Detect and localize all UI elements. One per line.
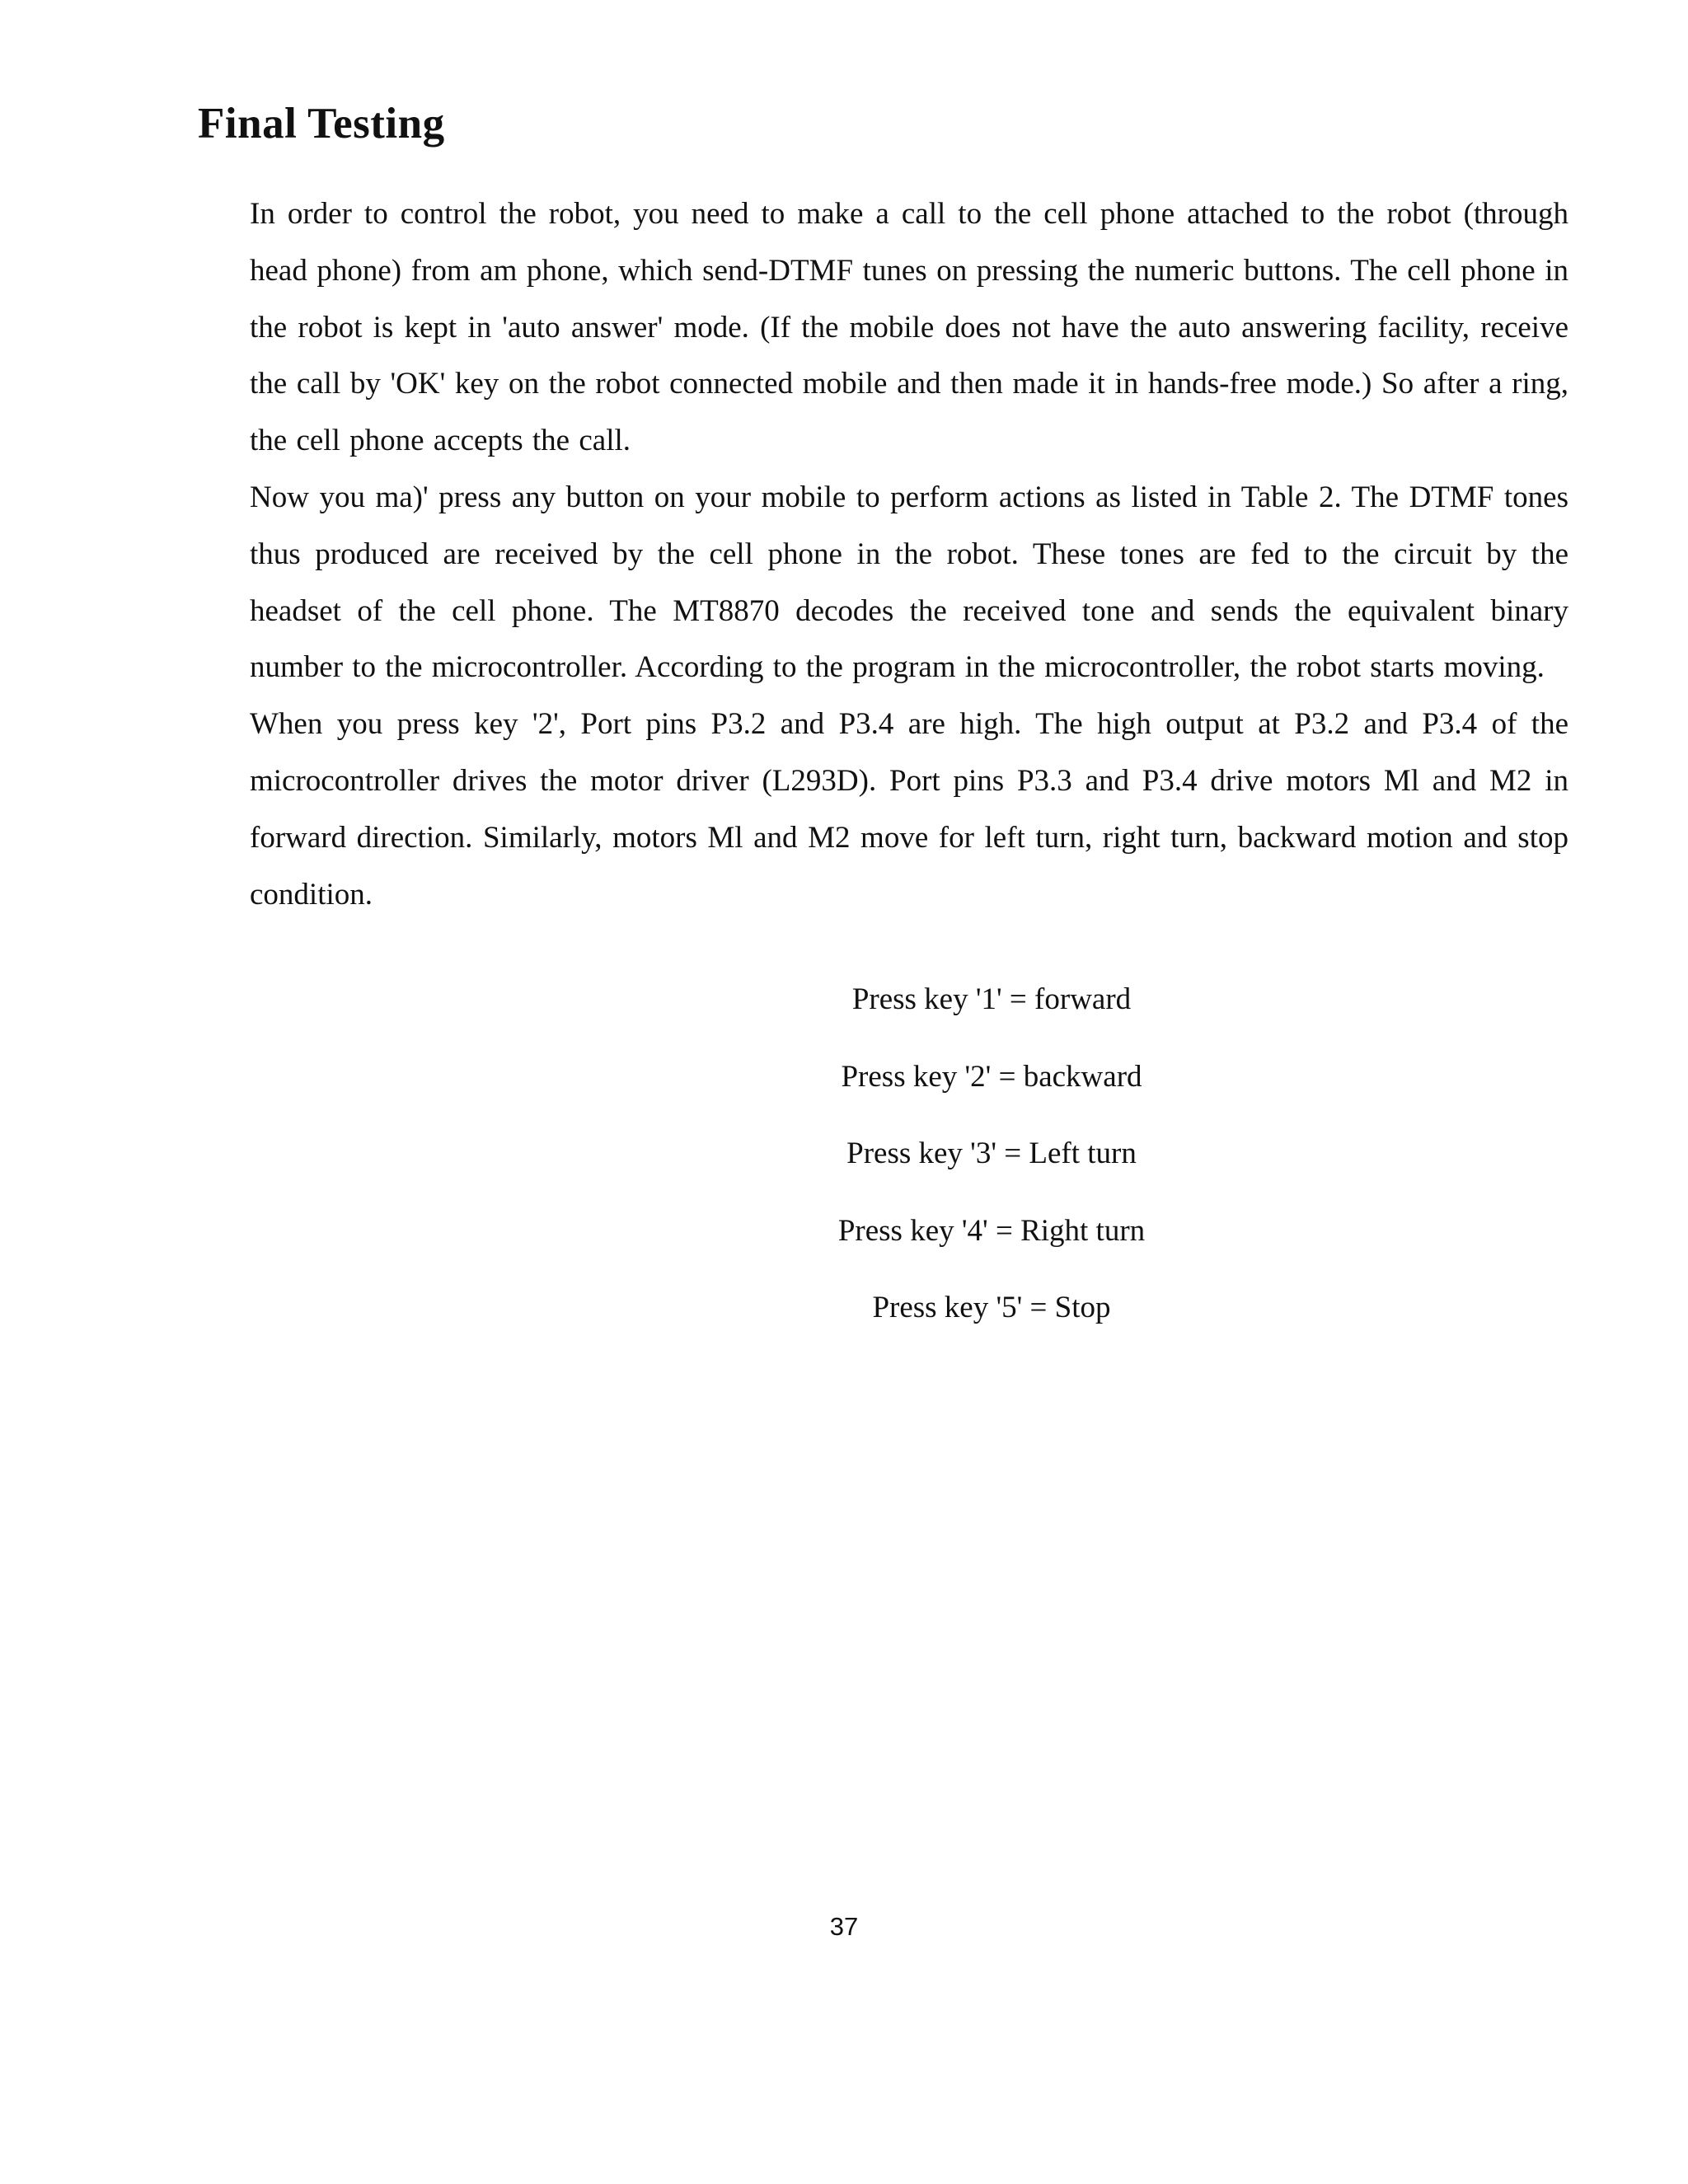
key-command-forward: Press key '1' = forward xyxy=(851,982,1132,1016)
key-command-right-turn: Press key '4' = Right turn xyxy=(837,1213,1146,1248)
key-command-left-turn: Press key '3' = Left turn xyxy=(846,1137,1137,1170)
key-command-list xyxy=(579,973,1404,1359)
paragraph-dtmf-decoding: Now you ma)' press any button on your mobile to perform actions as listed in Table 2. The DTMF tones thus produced are received by the cell phone in the robot. These tones are fed to the circuit by the headset of the cell phone. The MT8870 decodes the received tone and sends the equivalent binary number to the microcontroller. According to the program in the microcontroller, the robot starts moving. xyxy=(250,480,1568,685)
key-command-stop: Press key '5' = Stop xyxy=(872,1291,1111,1324)
paragraph-motor-control: When you press key '2', Port pins P3.2 and P3.4 are high. The high output at P3.2 and P3.4 of the microcontroller drives the motor driver (L293D). Port pins P3.3 and P3.4 drive motors Ml and M2 in forward direction. Similarly, motors Ml and M2 move for left turn, right turn, backward motion and stop condition. xyxy=(250,707,1568,912)
body-text xyxy=(250,186,1568,923)
key-command-backward: Press key '2' = backward xyxy=(841,1059,1142,1094)
page-number: 37 xyxy=(829,1912,859,1941)
section-heading: Final Testing xyxy=(198,100,445,148)
paragraph-call-setup: In order to control the robot, you need to make a call to the cell phone attached to the robot (through head phone) from am phone, which send-DTMF tunes on pressing the numeric buttons. The cell phone in the robot is kept in 'auto answer' mode. (If the mobile does not have the auto answering facility, receive the call by 'OK' key on the robot connected mobile and then made it in hands-free mode.) So after a ring, the cell phone accepts the call. xyxy=(250,197,1568,458)
